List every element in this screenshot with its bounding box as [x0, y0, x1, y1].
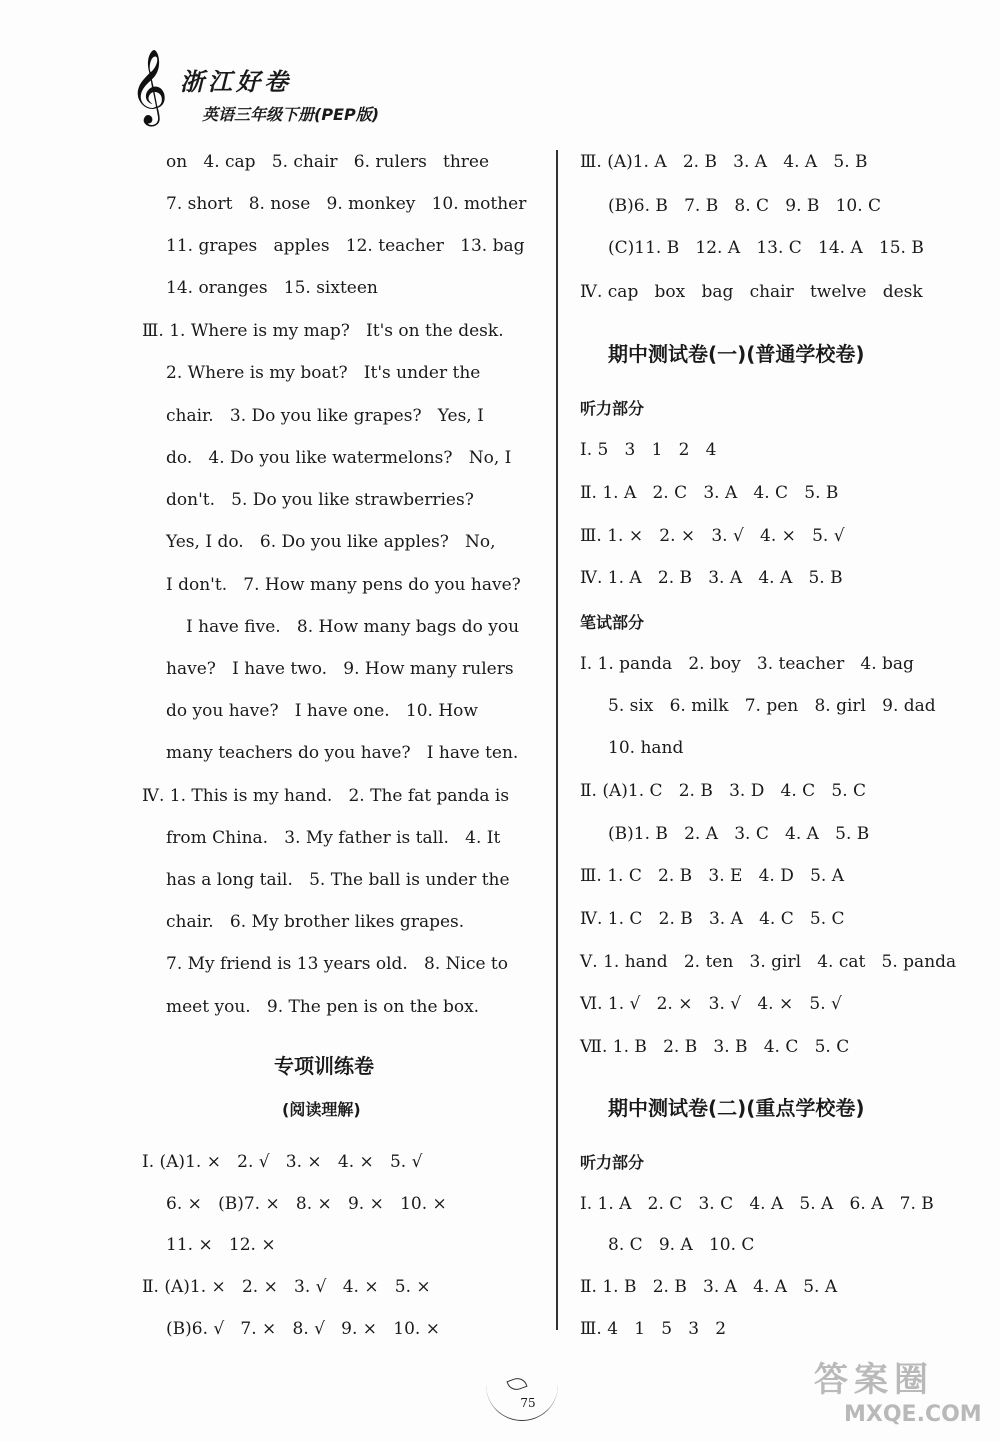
answer-line: Ⅳ. cap box bag chair twelve desk: [580, 282, 923, 302]
answer-line: (B)6. √ 7. × 8. √ 9. × 10. ×: [166, 1319, 440, 1339]
answer-line: has a long tail. 5. The ball is under the: [166, 870, 510, 890]
midterm1-heading: 期中测试卷(一)(普通学校卷): [608, 342, 865, 366]
answer-line: 11. × 12. ×: [166, 1235, 276, 1255]
answer-line: do you have? I have one. 10. How: [166, 701, 478, 721]
answer-line: Ⅲ. (A)1. A 2. B 3. A 4. A 5. B: [580, 152, 868, 172]
midterm2-heading: 期中测试卷(二)(重点学校卷): [608, 1096, 865, 1120]
book-subtitle: 英语三年级下册(PEP版): [202, 105, 380, 124]
answer-line: chair. 3. Do you like grapes? Yes, I: [166, 406, 484, 426]
answer-line: Ⅶ. 1. B 2. B 3. B 4. C 5. C: [580, 1037, 850, 1057]
answer-line: many teachers do you have? I have ten.: [166, 743, 519, 763]
answer-line: (B)1. B 2. A 3. C 4. A 5. B: [608, 824, 870, 844]
answer-line: don't. 5. Do you like strawberries?: [166, 490, 474, 510]
answer-line: Ⅲ. 4 1 5 3 2: [580, 1319, 727, 1339]
writing-label: 笔试部分: [580, 613, 645, 632]
answer-line: Ⅲ. 1. × 2. × 3. √ 4. × 5. √: [580, 526, 845, 546]
column-divider: [556, 150, 558, 1330]
answer-line: 7. My friend is 13 years old. 8. Nice to: [166, 954, 509, 974]
answer-line: Ⅳ. 1. This is my hand. 2. The fat panda is: [142, 786, 510, 806]
answer-line: 5. six 6. milk 7. pen 8. girl 9. dad: [608, 696, 936, 716]
answer-line: Ⅲ. 1. Where is my map? It's on the desk.: [142, 321, 504, 341]
answer-line: 8. C 9. A 10. C: [608, 1235, 755, 1255]
answer-line: Ⅳ. 1. C 2. B 3. A 4. C 5. C: [580, 909, 845, 929]
answer-line: Ⅰ. (A)1. × 2. √ 3. × 4. × 5. √: [142, 1152, 423, 1172]
answer-line: Ⅰ. 1. A 2. C 3. C 4. A 5. A 6. A 7. B: [580, 1194, 934, 1214]
answer-line: (C)11. B 12. A 13. C 14. A 15. B: [608, 238, 924, 258]
answer-line: I have five. 8. How many bags do you: [186, 617, 520, 637]
section-subheading: (阅读理解): [282, 1100, 361, 1119]
answer-line: 2. Where is my boat? It's under the: [166, 363, 481, 383]
watermark-logo: 答案圈: [814, 1360, 934, 1400]
treble-clef-icon: 𝄞: [130, 50, 168, 124]
answer-line: 6. × (B)7. × 8. × 9. × 10. ×: [166, 1194, 447, 1214]
watermark-url: MXQE.COM: [844, 1402, 982, 1427]
answer-line: 7. short 8. nose 9. monkey 10. mother: [166, 194, 527, 214]
answer-line: Ⅰ. 1. panda 2. boy 3. teacher 4. bag: [580, 654, 914, 674]
answer-line: Ⅱ. 1. B 2. B 3. A 4. A 5. A: [580, 1277, 838, 1297]
brand-title: 浙江好卷: [180, 68, 292, 96]
section-heading: 专项训练卷: [274, 1054, 374, 1078]
answer-line: Ⅳ. 1. A 2. B 3. A 4. A 5. B: [580, 568, 843, 588]
answer-line: chair. 6. My brother likes grapes.: [166, 912, 465, 932]
answer-line: Ⅱ. (A)1. C 2. B 3. D 4. C 5. C: [580, 781, 867, 801]
watermark: [808, 1352, 988, 1432]
answer-line: have? I have two. 9. How many rulers: [166, 659, 514, 679]
answer-line: 11. grapes apples 12. teacher 13. bag: [166, 236, 525, 256]
answer-line: Ⅴ. 1. hand 2. ten 3. girl 4. cat 5. panda: [580, 952, 957, 972]
answer-line: on 4. cap 5. chair 6. rulers three: [166, 152, 490, 172]
listening-label: 听力部分: [580, 399, 645, 418]
answer-line: Ⅰ. 5 3 1 2 4: [580, 440, 717, 460]
answer-line: Ⅵ. 1. √ 2. × 3. √ 4. × 5. √: [580, 994, 842, 1014]
answer-line: Ⅱ. (A)1. × 2. × 3. √ 4. × 5. ×: [142, 1277, 431, 1297]
answer-line: meet you. 9. The pen is on the box.: [166, 997, 480, 1017]
answer-line: from China. 3. My father is tall. 4. It: [166, 828, 501, 848]
answer-line: I don't. 7. How many pens do you have?: [166, 575, 521, 595]
listening-label: 听力部分: [580, 1153, 645, 1172]
answer-line: 14. oranges 15. sixteen: [166, 278, 378, 298]
answer-line: do. 4. Do you like watermelons? No, I: [166, 448, 512, 468]
answer-line: Yes, I do. 6. Do you like apples? No,: [166, 532, 496, 552]
page-number: 75: [520, 1396, 536, 1410]
answer-line: Ⅱ. 1. A 2. C 3. A 4. C 5. B: [580, 483, 839, 503]
answer-line: 10. hand: [608, 738, 684, 758]
answer-line: Ⅲ. 1. C 2. B 3. E 4. D 5. A: [580, 866, 844, 886]
page-header: [130, 52, 430, 132]
answer-line: (B)6. B 7. B 8. C 9. B 10. C: [608, 196, 882, 216]
